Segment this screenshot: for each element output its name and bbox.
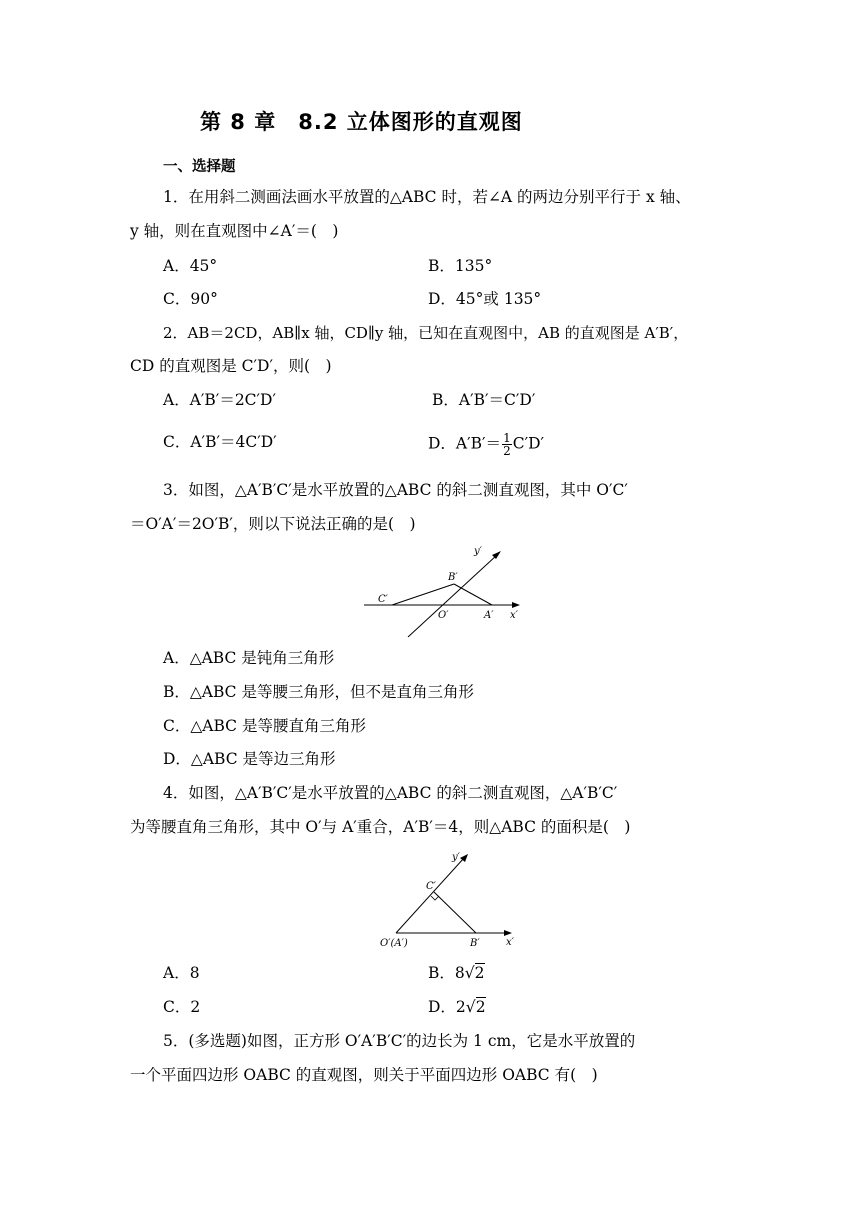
x-axis-arrow [512, 602, 520, 608]
q5-stem-line2: 一个平面四边形 OABC 的直观图，则关于平面四边形 OABC 有( ) [130, 1066, 598, 1084]
q3-option-c: C．△ABC 是等腰直角三角形 [163, 717, 366, 735]
q2-option-d-suffix: C′D′ [512, 434, 545, 453]
label-b-prime: B′ [470, 938, 480, 949]
q4-option-c: C．2 [163, 998, 201, 1016]
q4-figure [376, 848, 521, 948]
q2-option-a: A．A′B′＝2C′D′ [163, 391, 277, 409]
sqrt-symbol: √ [465, 998, 476, 1016]
label-c-prime: C′ [378, 594, 388, 605]
label-c-prime: C′ [426, 881, 436, 892]
sqrt-symbol: √ [464, 964, 475, 982]
segment-c-b [392, 584, 454, 605]
q4-option-d-prefix: D．2 [428, 998, 466, 1016]
fraction-denominator: 2 [503, 444, 511, 458]
label-a-prime: A′ [484, 610, 494, 621]
q4-option-a: A．8 [163, 964, 200, 982]
label-b-prime: B′ [448, 572, 458, 583]
segment-c-b [434, 892, 476, 933]
q3-stem-line1: 3．如图，△A′B′C′是水平放置的△ABC 的斜二测直观图，其中 O′C′ [163, 481, 628, 499]
q1-stem-line2: y 轴，则在直观图中∠A′＝( ) [130, 222, 339, 240]
x-axis-arrow [504, 930, 512, 936]
q2-stem-line2: CD 的直观图是 C′D′，则( ) [130, 357, 332, 375]
q1-option-c: C．90° [163, 290, 218, 308]
label-o-prime: O′ [438, 610, 449, 621]
label-y-prime: y′ [452, 852, 460, 863]
q1-stem-line1: 1．在用斜二测画法画水平放置的△ABC 时，若∠A 的两边分别平行于 x 轴、 [163, 188, 691, 206]
q2-option-c: C．A′B′＝4C′D′ [163, 433, 277, 451]
label-x-prime: x′ [506, 937, 514, 948]
q1-option-d: D．45°或 135° [428, 290, 542, 308]
q4-option-d [428, 997, 486, 1017]
q4-option-b-prefix: B．8 [428, 964, 465, 982]
q3-stem-line2: ＝O′A′＝2O′B′，则以下说法正确的是( ) [130, 515, 416, 533]
label-o-prime-a-prime: O′(A′) [380, 938, 408, 949]
y-axis-line [408, 555, 497, 637]
q4-option-d-radicand: 2 [475, 998, 486, 1016]
q4-stem-line1: 4．如图，△A′B′C′是水平放置的△ABC 的斜二测直观图，△A′B′C′ [163, 784, 618, 802]
q5-stem-line1: 5．(多选题)如图，正方形 O′A′B′C′的边长为 1 cm，它是水平放置的 [163, 1032, 636, 1050]
q3-option-b: B．△ABC 是等腰三角形，但不是直角三角形 [163, 683, 474, 701]
q4-option-b-radicand: 2 [474, 964, 485, 982]
q1-option-b: B．135° [428, 257, 493, 275]
fraction-one-half [502, 432, 512, 457]
q2-option-d-prefix: D．A′B′＝ [428, 434, 502, 453]
page-title: 第 8 章 8.2 立体图形的直观图 [200, 110, 523, 134]
q4-option-b [428, 963, 485, 983]
fraction-numerator: 1 [503, 431, 511, 445]
q2-stem-line1: 2．AB＝2CD，AB∥x 轴，CD∥y 轴，已知在直观图中，AB 的直观图是 A′B′， [163, 324, 689, 342]
q2-option-b: B．A′B′＝C′D′ [432, 391, 536, 409]
label-y-prime: y′ [474, 546, 482, 557]
q3-option-a: A．△ABC 是钝角三角形 [163, 649, 335, 667]
q3-figure [360, 542, 530, 638]
right-angle-marker [431, 896, 439, 900]
segment-b-a [454, 584, 492, 605]
q3-option-d: D．△ABC 是等边三角形 [163, 750, 336, 768]
q2-option-d [428, 432, 544, 457]
q4-stem-line2: 为等腰直角三角形，其中 O′与 A′重合，A′B′＝4，则△ABC 的面积是( ) [130, 818, 631, 836]
q1-option-a: A．45° [163, 257, 218, 275]
y-axis-line [396, 858, 464, 933]
label-x-prime: x′ [510, 610, 518, 621]
section-heading: 一、选择题 [163, 159, 236, 175]
